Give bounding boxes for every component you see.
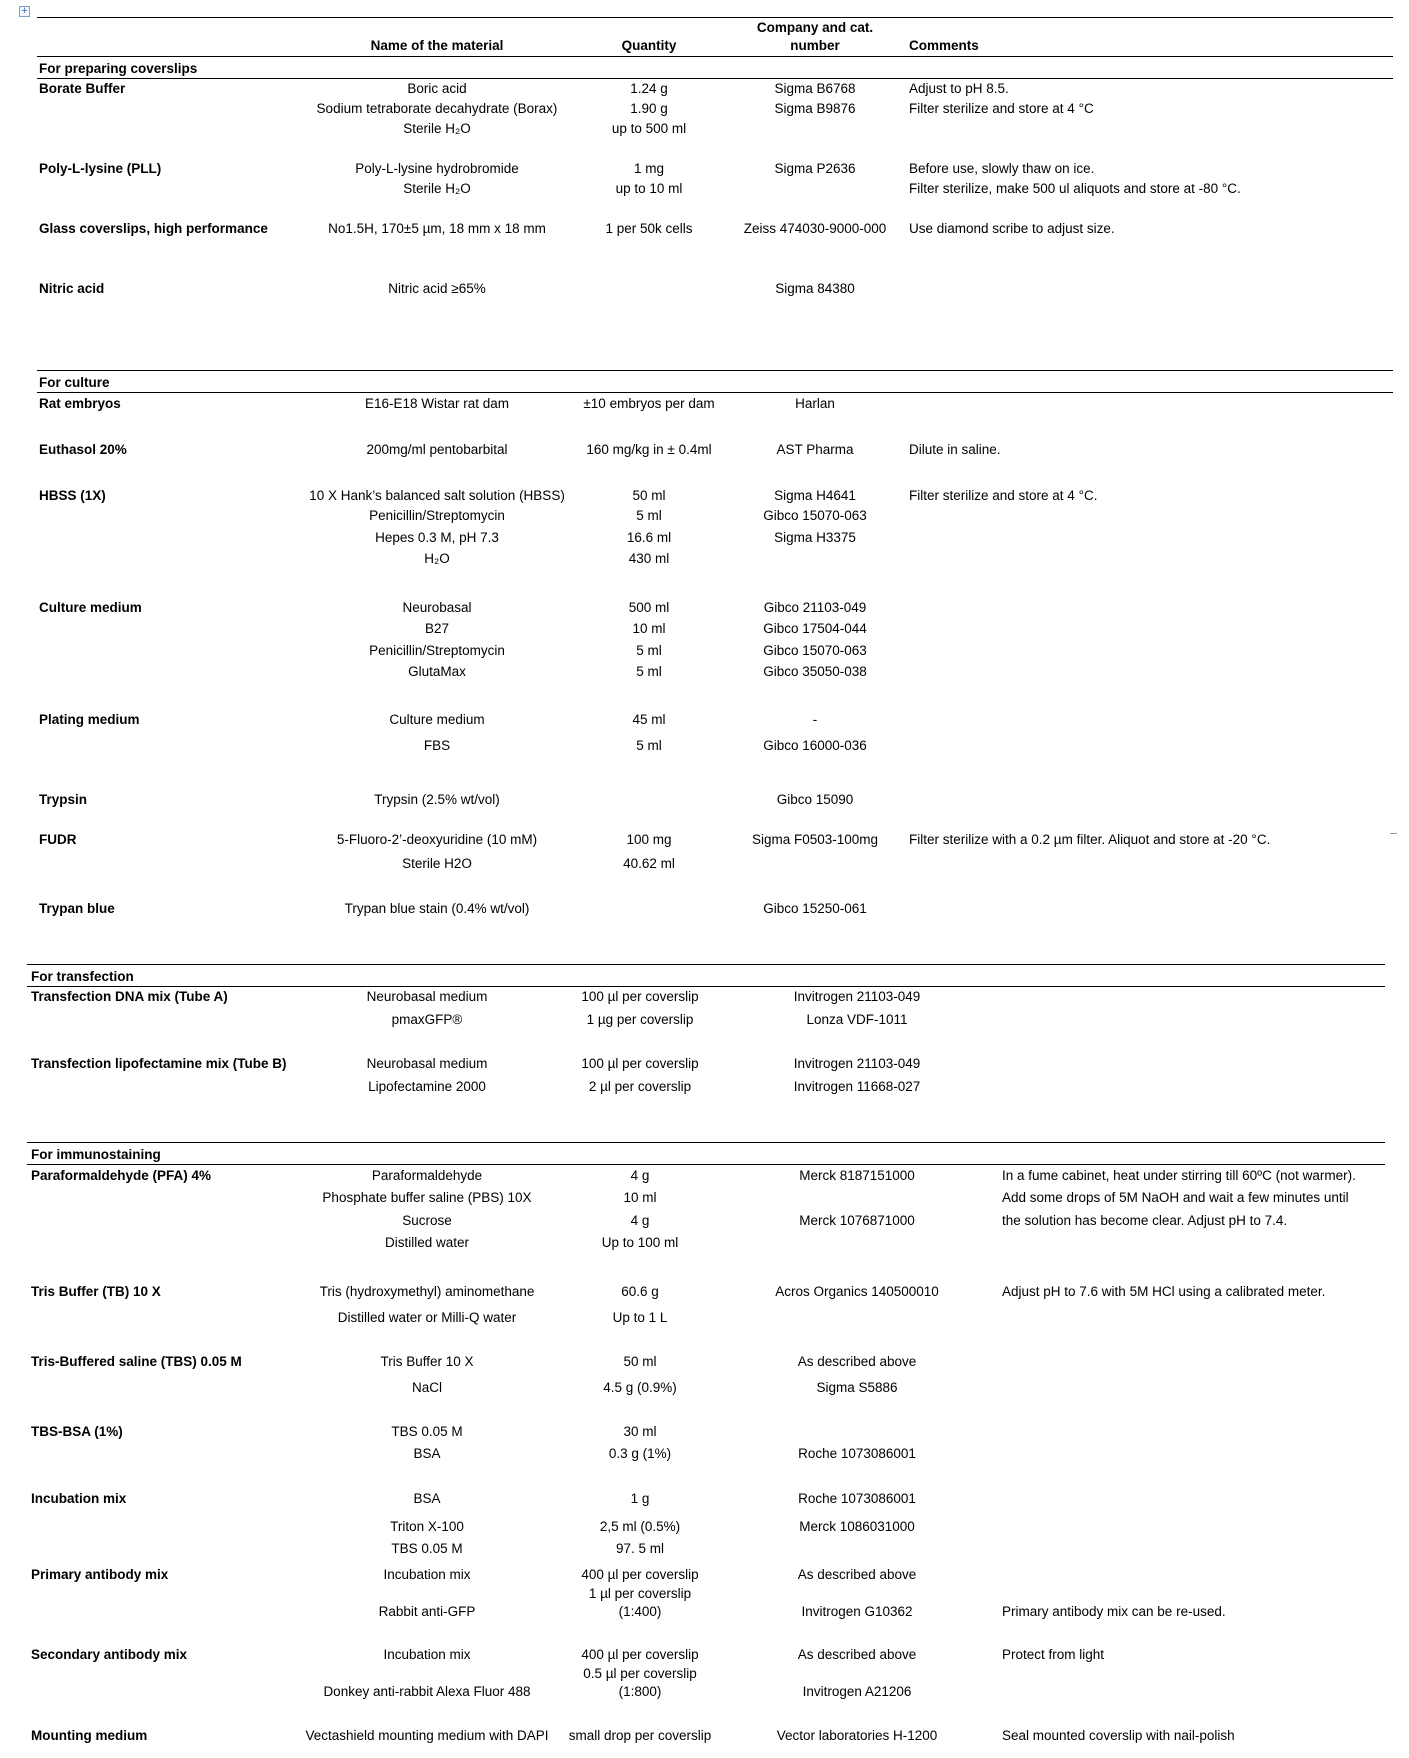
material-name: pmaxGFP®	[391, 1012, 463, 1027]
material-name: 200mg/ml pentobarbital	[366, 442, 508, 457]
catalog-number: Acros Organics 140500010	[775, 1284, 939, 1299]
material-name: Triton X-100	[390, 1519, 464, 1534]
material-name: 10 X Hank’s balanced salt solution (HBSS)	[309, 488, 565, 503]
comment: Filter sterilize and store at 4 °C.	[909, 488, 1098, 503]
material-name: Distilled water	[384, 1235, 470, 1250]
material-name: Boric acid	[407, 81, 467, 96]
section-title: For culture	[39, 375, 110, 390]
material-name: E16-E18 Wistar rat dam	[364, 396, 510, 411]
comment: In a fume cabinet, heat under stirring till 60ºC (not warmer).	[1002, 1168, 1356, 1183]
material-name: BSA	[413, 1491, 441, 1506]
material-name: Tris Buffer 10 X	[380, 1354, 474, 1369]
catalog-number: Lonza VDF-1011	[806, 1012, 908, 1027]
material-name: Sterile H2O	[402, 856, 472, 871]
catalog-number: Invitrogen 11668-027	[793, 1079, 921, 1094]
catalog-number: Gibco 15070-063	[763, 508, 867, 523]
catalog-number: Vector laboratories H-1200	[776, 1728, 938, 1743]
quantity: 1 mg	[633, 161, 665, 176]
material-name: Distilled water or Milli-Q water	[337, 1310, 517, 1325]
catalog-number: Gibco 21103-049	[763, 600, 867, 615]
material-name: Poly-L-lysine hydrobromide	[355, 161, 519, 176]
section-rule-top	[27, 1142, 1385, 1143]
catalog-number: Invitrogen 21103-049	[793, 989, 921, 1004]
quantity: 60.6 g	[621, 1284, 659, 1299]
material-name: Sucrose	[402, 1213, 452, 1228]
material-name: Sterile H₂O	[403, 121, 471, 136]
material-name: H₂O	[424, 551, 450, 566]
quantity: ±10 embryos per dam	[583, 396, 715, 411]
group-label: Primary antibody mix	[31, 1567, 169, 1582]
material-name: Hepes 0.3 M, pH 7.3	[375, 530, 499, 545]
catalog-number: As described above	[797, 1354, 917, 1369]
quantity: small drop per coverslip	[568, 1728, 712, 1743]
section-title: For preparing coverslips	[39, 61, 198, 76]
quantity: 10 ml	[632, 621, 666, 636]
material-name: FBS	[423, 738, 451, 753]
comment: Add some drops of 5M NaOH and wait a few minutes until	[1002, 1190, 1349, 1205]
quantity: up to 10 ml	[615, 181, 683, 196]
quantity-ratio: (1:800)	[618, 1684, 662, 1699]
quantity: 4 g	[630, 1213, 650, 1228]
quantity: 160 mg/kg in ± 0.4ml	[586, 442, 712, 457]
comment: Protect from light	[1002, 1647, 1105, 1662]
group-label: TBS-BSA (1%)	[31, 1424, 123, 1439]
material-name: Phosphate buffer saline (PBS) 10X	[322, 1190, 532, 1205]
material-name: Trypsin (2.5% wt/vol)	[374, 792, 500, 807]
catalog-number: Gibco 35050-038	[763, 664, 867, 679]
material-name: Tris (hydroxymethyl) aminomethane	[319, 1284, 535, 1299]
catalog-number: Harlan	[795, 396, 835, 411]
material-name: Neurobasal medium	[366, 989, 488, 1004]
quantity: 1 µl per coverslip	[588, 1586, 692, 1601]
material-name: Trypan blue stain (0.4% wt/vol)	[344, 901, 530, 916]
quantity: 100 µl per coverslip	[581, 1056, 699, 1071]
comment: Dilute in saline.	[909, 442, 1001, 457]
quantity-ratio: (1:400)	[618, 1604, 662, 1619]
material-name: 5-Fluoro-2’-deoxyuridine (10 mM)	[336, 832, 538, 847]
group-label: Culture medium	[39, 600, 142, 615]
quantity: 97. 5 ml	[615, 1541, 665, 1556]
group-label: Rat embryos	[39, 396, 121, 411]
col-header-name: Name of the material	[370, 38, 504, 53]
group-label: HBSS (1X)	[39, 488, 106, 503]
group-label: Nitric acid	[39, 281, 105, 296]
catalog-number: Sigma B9876	[774, 101, 856, 116]
material-name: Incubation mix	[383, 1567, 471, 1582]
catalog-number: Sigma H4641	[774, 488, 856, 503]
group-label: Poly-L-lysine (PLL)	[39, 161, 162, 176]
catalog-number: Gibco 15250-061	[763, 901, 867, 916]
group-label: Mounting medium	[31, 1728, 148, 1743]
group-label: Transfection lipofectamine mix (Tube B)	[31, 1056, 287, 1071]
comment: Use diamond scribe to adjust size.	[909, 221, 1115, 236]
group-label: FUDR	[39, 832, 77, 847]
material-name: Culture medium	[389, 712, 485, 727]
table-top-rule	[37, 17, 1393, 18]
quantity: 16.6 ml	[626, 530, 672, 545]
quantity: 1 g	[630, 1491, 650, 1506]
catalog-number: Roche 1073086001	[798, 1446, 916, 1461]
catalog-number: AST Pharma	[776, 442, 854, 457]
quantity: 400 µl per coverslip	[581, 1647, 699, 1662]
quantity: 1 µg per coverslip	[586, 1012, 694, 1027]
material-name: Neurobasal	[402, 600, 472, 615]
quantity: 100 µl per coverslip	[581, 989, 699, 1004]
catalog-number: Sigma 84380	[775, 281, 855, 296]
group-label: Glass coverslips, high performance	[39, 221, 268, 236]
catalog-number: Sigma P2636	[774, 161, 856, 176]
quantity: Up to 1 L	[612, 1310, 668, 1325]
comment: Adjust to pH 8.5.	[909, 81, 1009, 96]
catalog-number: Gibco 15090	[776, 792, 854, 807]
material-name: Lipofectamine 2000	[368, 1079, 486, 1094]
catalog-number: Sigma S5886	[816, 1380, 898, 1395]
comment: Seal mounted coverslip with nail-polish	[1002, 1728, 1235, 1743]
material-name: Donkey anti-rabbit Alexa Fluor 488	[323, 1684, 531, 1699]
col-header-quantity: Quantity	[621, 38, 677, 53]
material-name: Incubation mix	[383, 1647, 471, 1662]
quantity: up to 500 ml	[611, 121, 687, 136]
catalog-number: Roche 1073086001	[798, 1491, 916, 1506]
material-name: Sodium tetraborate decahydrate (Borax)	[316, 101, 558, 116]
group-label: Incubation mix	[31, 1491, 127, 1506]
catalog-number: Invitrogen G10362	[801, 1604, 913, 1619]
material-name: Sterile H₂O	[403, 181, 471, 196]
catalog-number: Invitrogen 21103-049	[793, 1056, 921, 1071]
comment: Filter sterilize, make 500 ul aliquots and store at -80 °C.	[909, 181, 1241, 196]
group-label: Tris Buffer (TB) 10 X	[31, 1284, 161, 1299]
table-move-handle-icon[interactable]: +	[19, 6, 30, 17]
quantity: 1.24 g	[630, 81, 668, 96]
quantity: 0.3 g (1%)	[608, 1446, 672, 1461]
catalog-number: As described above	[797, 1647, 917, 1662]
comment: Before use, slowly thaw on ice.	[909, 161, 1095, 176]
material-name: Vectashield mounting medium with DAPI	[305, 1728, 549, 1743]
margin-marker	[1390, 833, 1397, 834]
quantity: 4.5 g (0.9%)	[603, 1380, 677, 1395]
group-label: Trypsin	[39, 792, 88, 807]
quantity: 50 ml	[623, 1354, 657, 1369]
comment: Primary antibody mix can be re-used.	[1002, 1604, 1226, 1619]
material-name: GlutaMax	[408, 664, 466, 679]
quantity: 5 ml	[636, 643, 662, 658]
quantity: 400 µl per coverslip	[581, 1567, 699, 1582]
group-label: Trypan blue	[39, 901, 115, 916]
group-label: Secondary antibody mix	[31, 1647, 188, 1662]
material-name: Penicillin/Streptomycin	[369, 508, 505, 523]
catalog-number: Gibco 16000-036	[763, 738, 867, 753]
col-header-company-line1: Company and cat.	[756, 20, 874, 35]
quantity: 10 ml	[623, 1190, 657, 1205]
col-header-comments: Comments	[909, 38, 979, 53]
quantity: 4 g	[630, 1168, 650, 1183]
material-name: Neurobasal medium	[366, 1056, 488, 1071]
material-name: B27	[424, 621, 450, 636]
material-name: Paraformaldehyde	[371, 1168, 483, 1183]
quantity: 30 ml	[623, 1424, 657, 1439]
catalog-number: Gibco 17504-044	[763, 621, 867, 636]
catalog-number: Sigma H3375	[774, 530, 856, 545]
col-header-company-line2: number	[790, 38, 840, 53]
material-name: No1.5H, 170±5 µm, 18 mm x 18 mm	[328, 221, 546, 236]
quantity: 0.5 µl per coverslip	[583, 1666, 697, 1681]
section-rule-top	[37, 56, 1393, 57]
comment: Filter sterilize with a 0.2 µm filter. Aliquot and store at -20 °C.	[909, 832, 1271, 847]
quantity: 500 ml	[628, 600, 670, 615]
quantity: 1 per 50k cells	[605, 221, 693, 236]
section-rule-bottom	[27, 986, 1385, 987]
section-rule-bottom	[37, 78, 1393, 79]
group-label: Paraformaldehyde (PFA) 4%	[31, 1168, 212, 1183]
section-rule-bottom	[27, 1164, 1385, 1165]
quantity: 100 mg	[626, 832, 672, 847]
material-name: Rabbit anti-GFP	[378, 1604, 476, 1619]
group-label: Plating medium	[39, 712, 140, 727]
comment: Adjust pH to 7.6 with 5M HCl using a calibrated meter.	[1002, 1284, 1326, 1299]
quantity: Up to 100 ml	[601, 1235, 679, 1250]
group-label: Euthasol 20%	[39, 442, 127, 457]
section-rule-top	[37, 370, 1393, 371]
material-name: TBS 0.05 M	[391, 1424, 463, 1439]
quantity: 40.62 ml	[623, 856, 675, 871]
group-label: Transfection DNA mix (Tube A)	[31, 989, 228, 1004]
catalog-number: Sigma B6768	[774, 81, 856, 96]
material-name: TBS 0.05 M	[391, 1541, 463, 1556]
section-title: For transfection	[31, 969, 134, 984]
quantity: 5 ml	[636, 738, 662, 753]
catalog-number: -	[812, 712, 818, 727]
material-name: BSA	[413, 1446, 441, 1461]
quantity: 1.90 g	[630, 101, 668, 116]
material-name: Nitric acid ≥65%	[388, 281, 486, 296]
catalog-number: Merck 8187151000	[799, 1168, 915, 1183]
section-rule-top	[27, 964, 1385, 965]
material-name: NaCl	[411, 1380, 443, 1395]
section-rule-bottom	[37, 392, 1393, 393]
catalog-number: As described above	[797, 1567, 917, 1582]
catalog-number: Sigma F0503-100mg	[751, 832, 879, 847]
quantity: 5 ml	[636, 508, 662, 523]
quantity: 50 ml	[632, 488, 666, 503]
catalog-number: Gibco 15070-063	[763, 643, 867, 658]
quantity: 2 µl per coverslip	[588, 1079, 692, 1094]
comment: the solution has become clear. Adjust pH to 7.4.	[1002, 1213, 1288, 1228]
group-label: Borate Buffer	[39, 81, 126, 96]
catalog-number: Invitrogen A21206	[802, 1684, 912, 1699]
quantity: 45 ml	[632, 712, 666, 727]
catalog-number: Zeiss 474030-9000-000	[743, 221, 887, 236]
section-title: For immunostaining	[31, 1147, 161, 1162]
quantity: 2,5 ml (0.5%)	[599, 1519, 681, 1534]
catalog-number: Merck 1076871000	[799, 1213, 915, 1228]
catalog-number: Merck 1086031000	[799, 1519, 915, 1534]
material-name: Penicillin/Streptomycin	[369, 643, 505, 658]
comment: Filter sterilize and store at 4 °C	[909, 101, 1094, 116]
quantity: 430 ml	[628, 551, 670, 566]
quantity: 5 ml	[636, 664, 662, 679]
group-label: Tris-Buffered saline (TBS) 0.05 M	[31, 1354, 242, 1369]
